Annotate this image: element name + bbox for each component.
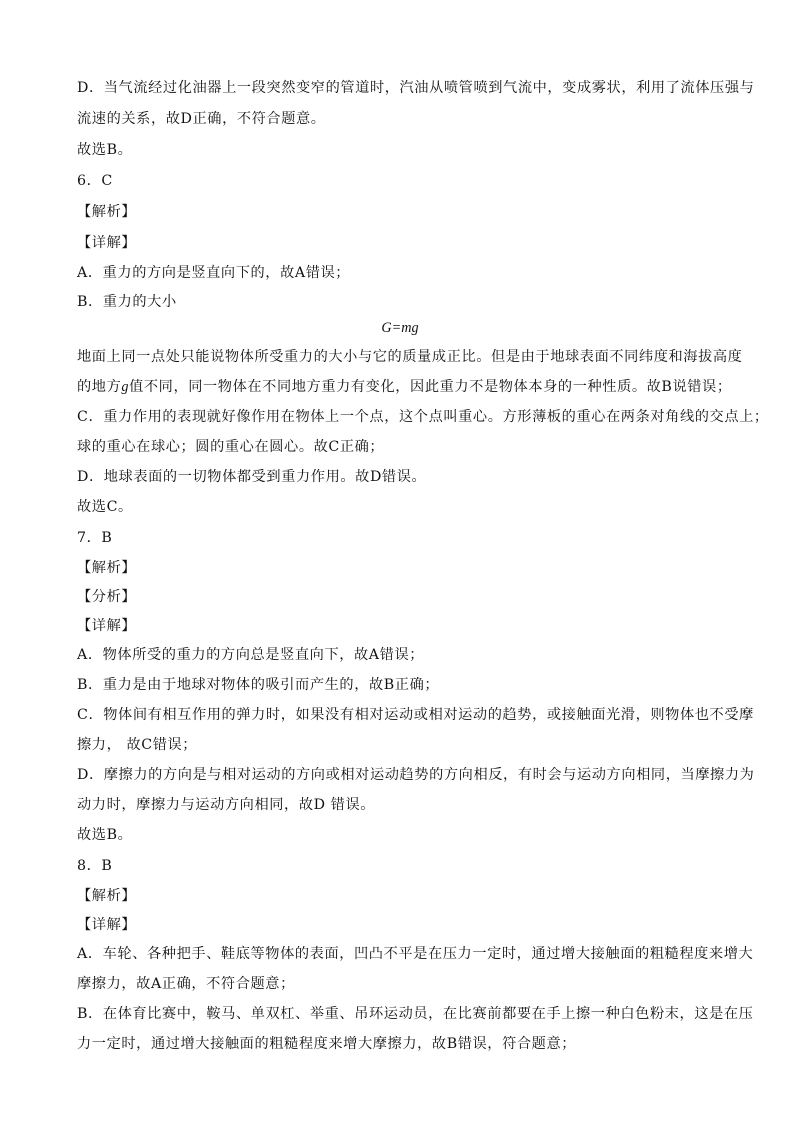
text-line: D．地球表面的一切物体都受到重力作用。故D错误。 [77, 469, 427, 485]
text-fragment: 值不同，同一物体在不同地方重力有变化，因此重力不是物体本身的一种性质。故B说错误； [129, 379, 732, 395]
text-line: A．车轮、各种把手、鞋底等物体的表面，凹凸不平是在压力一定时，通过增大接触面的粗糙程度来增大 [77, 946, 754, 962]
text-line: 地面上同一点处只能说物体所受重力的大小与它的质量成正比。但是由于地球表面不同纬度和海拔高度 [77, 349, 743, 365]
text-line: A．重力的方向是竖直向下的，故A错误； [77, 265, 351, 281]
text-line: 摩擦力，故A正确，不符合题意； [77, 976, 295, 992]
formula: G=mg [381, 320, 419, 336]
text-line: B．重力是由于地球对物体的吸引而产生的，故B正确； [77, 677, 440, 693]
section-heading: 【解析】 [77, 204, 137, 220]
section-heading: 【详解】 [77, 235, 137, 251]
symbol-g: g [121, 379, 130, 395]
section-heading: 【分析】 [77, 589, 137, 605]
text-line: 故选C。 [77, 499, 133, 515]
text-line: 流速的关系，故D正确，不符合题意。 [77, 111, 326, 127]
text-line: D．摩擦力的方向是与相对运动的方向或相对运动趋势的方向相反，有时会与运动方向相同，当摩擦力为 [77, 767, 755, 783]
text-line: B．在体育比赛中，鞍马、单双杠、举重、吊环运动员，在比赛前都要在手上擦一种白色粉末，这是在压 [77, 1006, 754, 1022]
text-line: A．物体所受的重力的方向总是竖直向下，故A错误； [77, 647, 425, 663]
text-line: 动力时，摩擦力与运动方向相同，故D 错误。 [77, 797, 376, 813]
section-heading: 【详解】 [77, 917, 137, 933]
section-heading: 【详解】 [77, 618, 137, 634]
text-line: 擦力， 故C错误； [77, 737, 198, 753]
text-line: C．物体间有相互作用的弹力时，如果没有相对运动或相对运动的趋势，或接触面光滑，则物体也不受摩 [77, 707, 754, 723]
text-line: C．重力作用的表现就好像作用在物体上一个点，这个点叫重心。方形薄板的重心在两条对角线的交点上； [77, 409, 769, 425]
text-line: B．重力的大小 [77, 294, 177, 310]
text-line [77, 377, 732, 397]
question-number: 6．C [77, 173, 113, 189]
text-line: 故选B。 [77, 827, 133, 843]
section-heading: 【解析】 [77, 560, 137, 576]
text-line: 故选B。 [77, 142, 133, 158]
question-number: 8．B [77, 858, 113, 874]
question-number: 7．B [77, 530, 113, 546]
text-line: D．当气流经过化油器上一段突然变窄的管道时，汽油从喷管喷到气流中，变成雾状，利用了流体压强与 [77, 80, 755, 96]
text-line: 力一定时，通过增大接触面的粗糙程度来增大摩擦力，故B错误，符合题意； [77, 1036, 577, 1052]
section-heading: 【解析】 [77, 888, 137, 904]
text-line: 球的重心在球心；圆的重心在圆心。故C正确； [77, 439, 385, 455]
text-fragment: 的地方 [77, 379, 122, 395]
